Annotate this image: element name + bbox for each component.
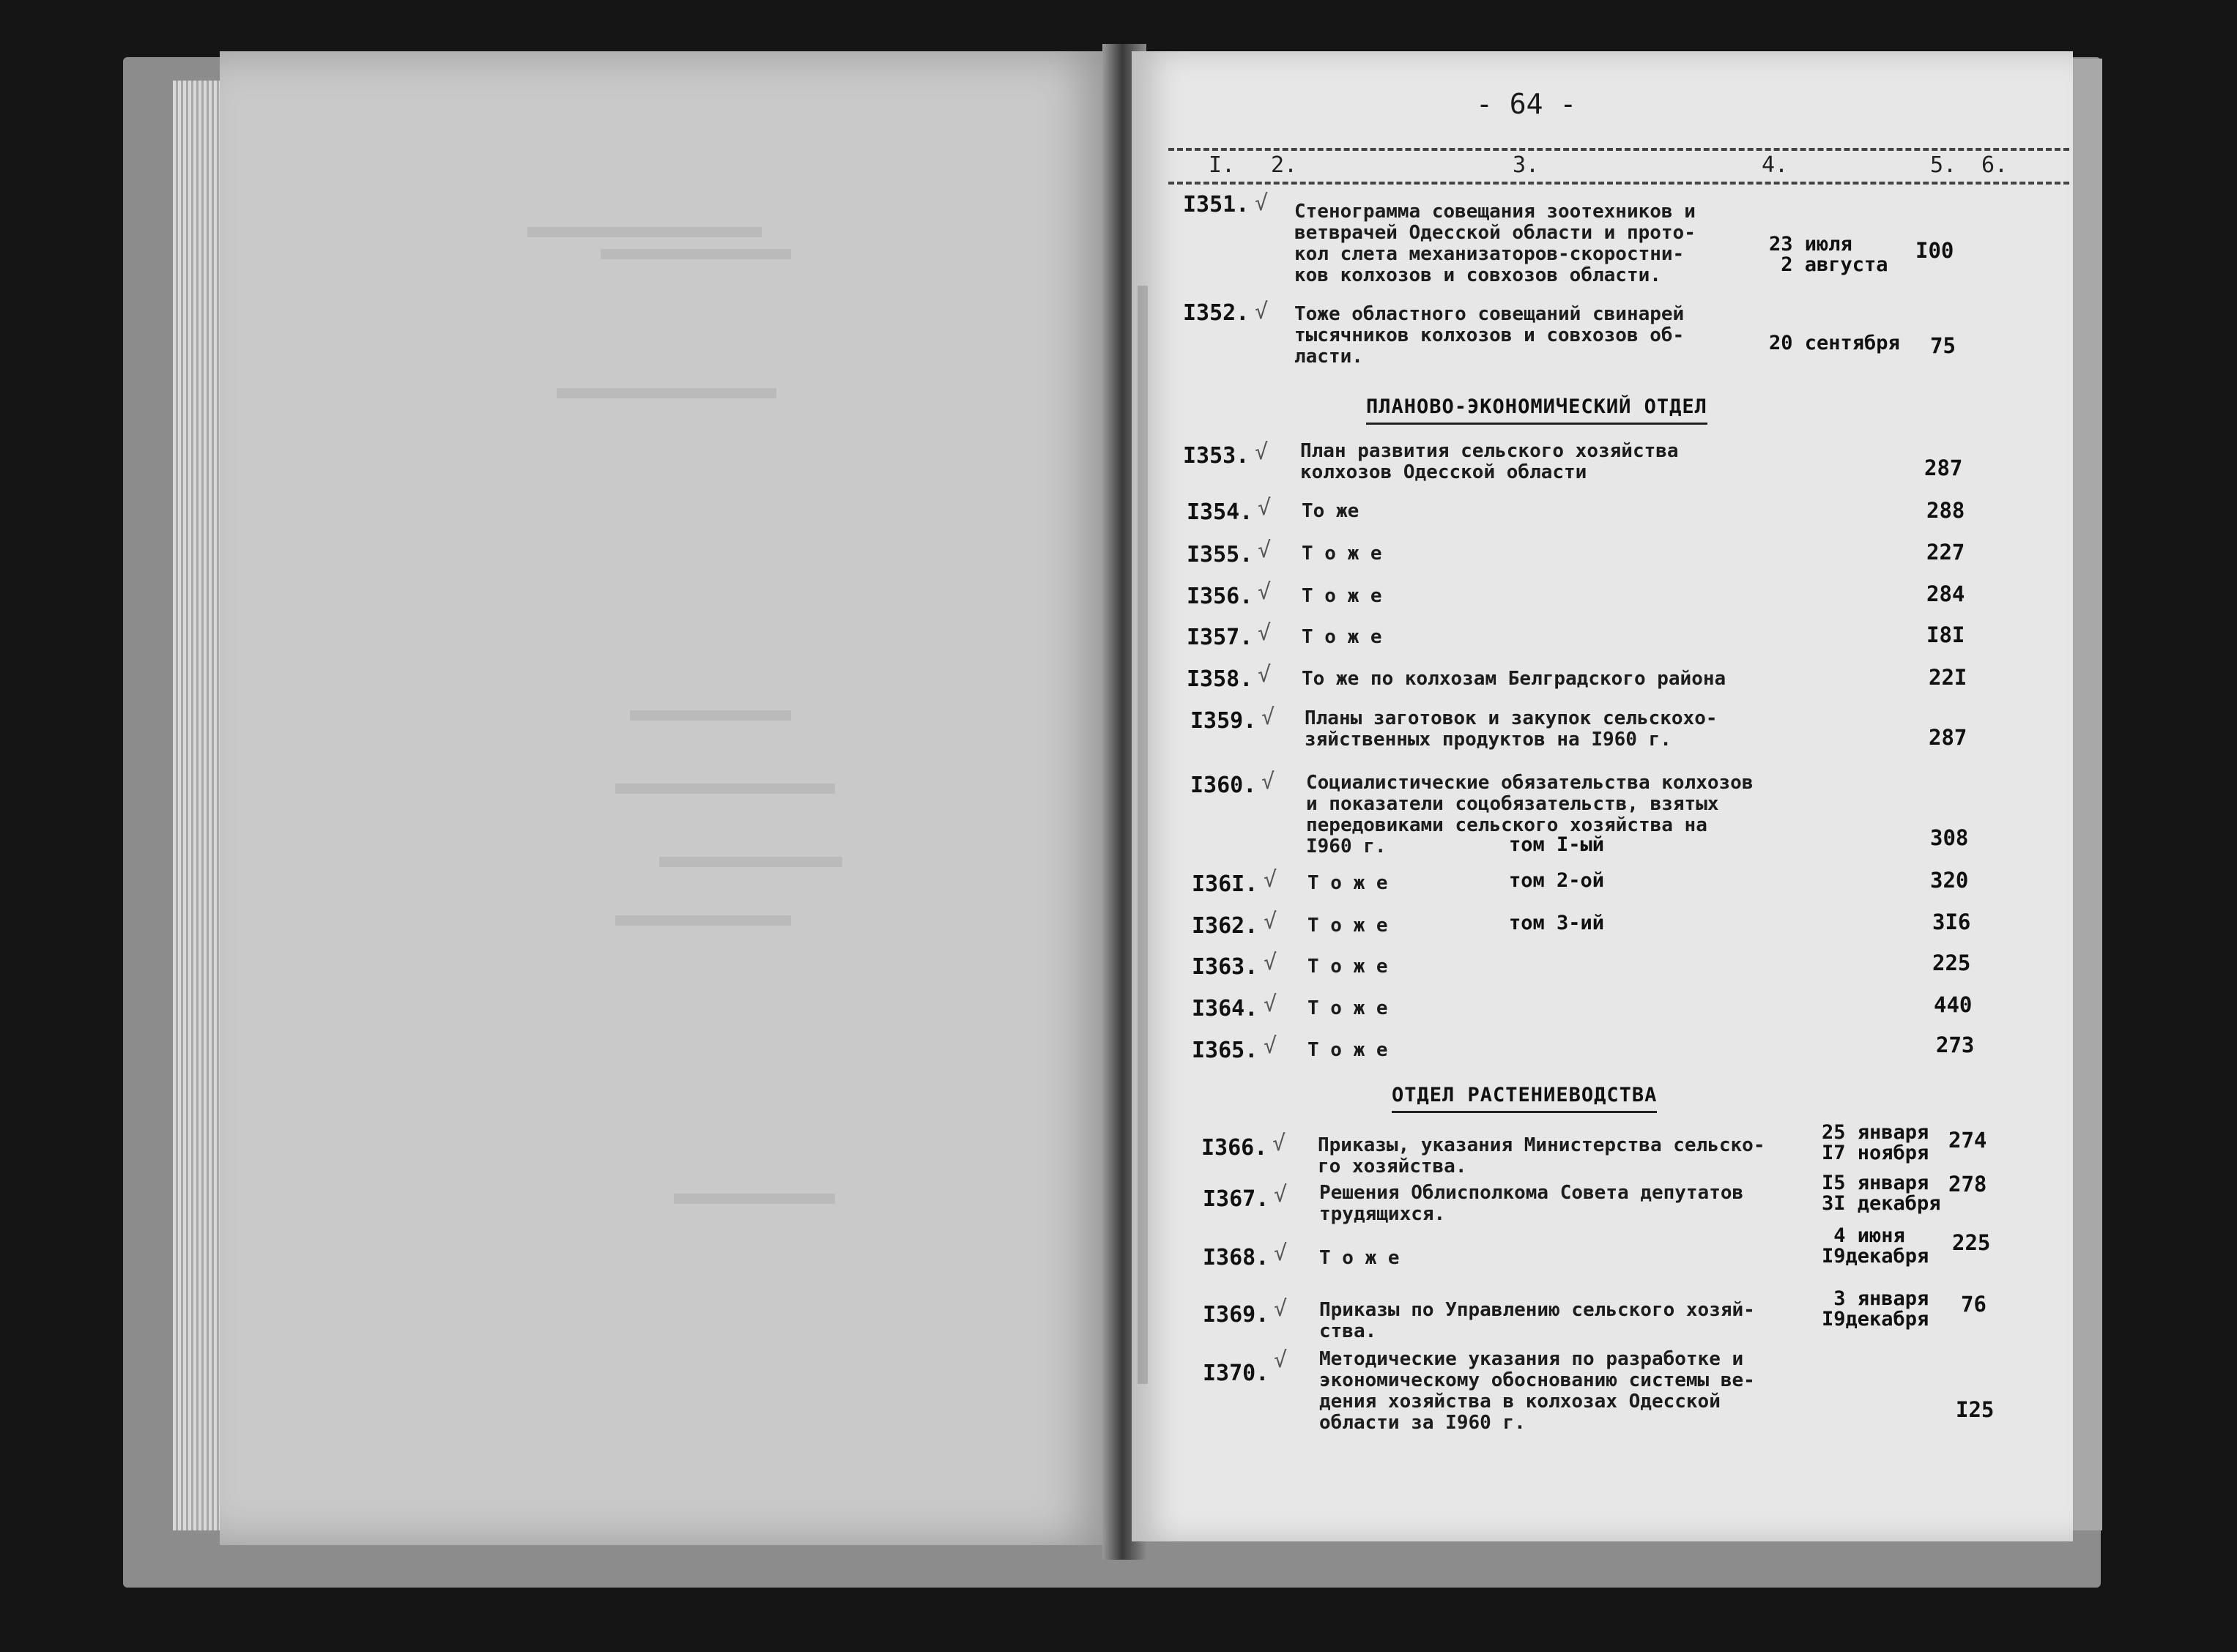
row-title: Т о ж е [1302, 585, 1382, 607]
row-title: План развития сельского хозяйства колхозов Одесской области [1300, 440, 1679, 483]
header-rule-top [1168, 148, 2069, 151]
header-rule-bottom [1168, 182, 2069, 185]
volume-label: том 3-ий [1509, 912, 1605, 934]
row-number: I363. [1192, 954, 1258, 980]
check-mark: √ [1274, 1240, 1288, 1266]
check-mark: √ [1258, 537, 1272, 563]
row-quantity: 227 [1926, 540, 1965, 565]
row-dates: I5 января 3I декабря [1822, 1172, 1941, 1215]
volume-label: том I-ый [1509, 833, 1605, 856]
check-mark: √ [1264, 991, 1277, 1017]
bleed-through [557, 388, 776, 398]
row-quantity: 22I [1929, 665, 1967, 690]
row-quantity: 76 [1961, 1292, 1986, 1317]
column-header-4: 4. [1762, 152, 1789, 178]
row-quantity: 3I6 [1932, 909, 1971, 934]
row-title: Приказы по Управлению сельского хозяй- ства. [1319, 1299, 1755, 1342]
row-number: I36I. [1192, 871, 1258, 897]
check-mark: √ [1258, 495, 1272, 521]
bleed-through [659, 857, 842, 867]
check-mark: √ [1255, 439, 1269, 465]
row-quantity: 320 [1930, 868, 1969, 893]
row-title: Тоже областного совещаний свинарей тысячников колхозов и совхозов об- ласти. [1294, 303, 1685, 368]
row-number: I362. [1192, 913, 1258, 939]
row-number: I365. [1192, 1038, 1258, 1063]
row-title: Т о ж е [1319, 1247, 1400, 1269]
row-number: I369. [1203, 1302, 1269, 1328]
column-header-1: I. [1209, 152, 1236, 178]
left-page [220, 51, 1113, 1545]
check-mark: √ [1255, 190, 1269, 216]
row-number: I366. [1201, 1135, 1268, 1161]
page-number: - 64 - [1476, 88, 1577, 120]
check-mark: √ [1255, 299, 1269, 324]
row-number: I355. [1187, 542, 1253, 568]
row-quantity: 225 [1932, 950, 1971, 975]
row-title: То же по колхозам Белградского района [1302, 668, 1726, 690]
section-heading: ОТДЕЛ РАСТЕНИЕВОДСТВА [1392, 1084, 1657, 1113]
row-quantity: 440 [1934, 992, 1973, 1017]
volume-label: том 2-ой [1509, 869, 1605, 892]
row-number: I354. [1187, 499, 1253, 525]
row-quantity: 308 [1930, 825, 1969, 850]
check-mark: √ [1261, 769, 1275, 795]
column-header-2: 2. [1271, 152, 1298, 178]
row-quantity: I8I [1926, 622, 1965, 647]
row-title: Методические указания по разработке и экономическому обоснованию системы ве- дения хозяйства в колхозах Одесской области за I960 г. [1319, 1348, 1755, 1434]
page-shadow [1138, 286, 1148, 1384]
row-title: Планы заготовок и закупок сельскохо- зяйственных продуктов на I960 г. [1305, 707, 1718, 751]
row-number: I367. [1203, 1186, 1269, 1212]
check-mark: √ [1258, 620, 1272, 646]
row-number: I360. [1190, 773, 1257, 798]
row-dates: 4 июня I9декабря [1822, 1224, 1929, 1268]
page-edges [173, 81, 224, 1530]
row-number: I364. [1192, 996, 1258, 1022]
bleed-through [615, 784, 835, 794]
row-number: I368. [1203, 1245, 1269, 1270]
bleed-through [527, 227, 762, 237]
row-title: Т о ж е [1307, 915, 1388, 937]
row-title: Т о ж е [1302, 543, 1382, 565]
right-page [1132, 51, 2073, 1541]
column-header-5: 5. [1930, 152, 1957, 178]
check-mark: √ [1261, 704, 1275, 730]
row-title: Т о ж е [1302, 626, 1382, 648]
check-mark: √ [1258, 662, 1272, 688]
row-title: То же [1302, 500, 1359, 522]
row-title: Приказы, указания Министерства сельско- го хозяйства. [1318, 1134, 1765, 1177]
row-quantity: 225 [1952, 1230, 1991, 1255]
section-heading: ПЛАНОВО-ЭКОНОМИЧЕСКИЙ ОТДЕЛ [1366, 395, 1707, 425]
row-quantity: I00 [1915, 238, 1954, 263]
row-quantity: 274 [1948, 1128, 1987, 1153]
bleed-through [674, 1194, 835, 1204]
row-dates: 23 июля 2 августа [1769, 233, 1888, 276]
row-number: I357. [1187, 625, 1253, 650]
row-quantity: 284 [1926, 581, 1965, 606]
bleed-through [601, 249, 791, 259]
row-title: Социалистические обязательства колхозов и показатели соцобязательств, взятых передовиками сельского хозяйства на I960 г. [1306, 772, 1754, 857]
row-title: Решения Облисполкома Совета депутатов трудящихся. [1319, 1182, 1744, 1225]
row-quantity: 287 [1929, 725, 1967, 750]
row-title: Т о ж е [1307, 956, 1388, 978]
column-header-3: 3. [1513, 152, 1540, 178]
check-mark: √ [1264, 867, 1277, 893]
check-mark: √ [1264, 950, 1277, 975]
row-quantity: 273 [1936, 1032, 1975, 1057]
row-title: Т о ж е [1307, 872, 1388, 894]
row-number: I359. [1190, 708, 1257, 734]
row-number: I370. [1203, 1361, 1269, 1386]
row-quantity: 75 [1930, 333, 1956, 358]
row-number: I358. [1187, 666, 1253, 692]
row-number: I351. [1183, 192, 1250, 217]
column-header-6: 6. [1981, 152, 2008, 178]
check-mark: √ [1258, 579, 1272, 605]
row-number: I353. [1183, 443, 1250, 469]
row-title: Т о ж е [1307, 1039, 1388, 1061]
check-mark: √ [1264, 909, 1277, 934]
row-quantity: 288 [1926, 498, 1965, 523]
row-number: I356. [1187, 584, 1253, 609]
check-mark: √ [1274, 1296, 1288, 1322]
row-dates: 3 января I9декабря [1822, 1287, 1929, 1331]
check-mark: √ [1274, 1182, 1288, 1208]
row-title: Т о ж е [1307, 997, 1388, 1019]
row-quantity: 278 [1948, 1172, 1987, 1197]
row-number: I352. [1183, 300, 1250, 326]
bleed-through [630, 710, 791, 721]
check-mark: √ [1274, 1347, 1288, 1373]
bleed-through [615, 915, 791, 926]
check-mark: √ [1272, 1131, 1286, 1156]
row-dates: 20 сентября [1769, 332, 1900, 354]
check-mark: √ [1264, 1033, 1277, 1059]
row-dates: 25 января I7 ноября [1822, 1121, 1929, 1164]
row-quantity: I25 [1956, 1397, 1995, 1422]
row-title: Стенограмма совещания зоотехников и ветврачей Одесской области и прото- кол слета механизаторов-скоростни- ков колхозов и совхозов области. [1294, 201, 1696, 286]
row-quantity: 287 [1924, 455, 1963, 480]
